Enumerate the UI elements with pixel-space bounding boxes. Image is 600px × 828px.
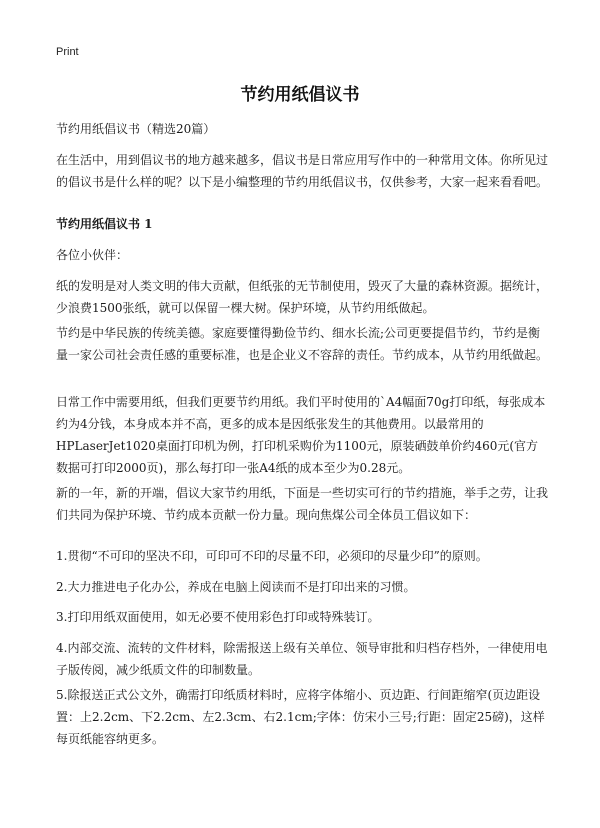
list-item: 2.大力推进电子化办公，养成在电脑上阅读而不是打印出来的习惯。 [56, 580, 416, 594]
body-paragraph: 新的一年，新的开端，倡议大家节约用纸，下面是一些切实可行的节约措施，举手之劳，让我们共同为保护环境、节约成本贡献一份力量。现向焦煤公司全体员工倡议如下： [56, 486, 549, 522]
print-label: Print [56, 46, 79, 58]
list-item: 3.打印用纸双面使用，如无必要不使用彩色打印或特殊装订。 [56, 610, 380, 624]
list-item: 1.贯彻“不可印的坚决不印，可印可不印的尽量不印，必须印的尽量少印”的原则。 [56, 549, 488, 563]
list-item: 5.除报送正式公文外，确需打印纸质材料时，应将字体缩小、页边距、行间距缩窄(页边距设置：上2.2cm、下2.2cm、左2.3cm、右2.1cm;字体：仿宋小三号;行距：固定25磅)，这样每页纸能容纳更多。 [56, 688, 545, 746]
document-title: 节约用纸倡议书 [240, 85, 360, 105]
subtitle: 节约用纸倡议书（精选20篇） [56, 122, 216, 136]
body-paragraph: 纸的发明是对人类文明的伟大贡献，但纸张的无节制使用，毁灭了大量的森林资源。据统计，少浪费1500张纸，就可以保留一棵大树。保护环境，从节约用纸做起。 [56, 279, 549, 315]
body-paragraph: 节约是中华民族的传统美德。家庭要懂得勤俭节约、细水长流;公司更要提倡节约，节约是衡量一家公司社会责任感的重要标准，也是企业义不容辞的责任。节约成本，从节约用纸做起。 [56, 326, 549, 362]
list-item: 4.内部交流、流转的文件材料，除需报送上级有关单位、领导审批和归档存档外，一律使用电子版传阅，减少纸质文件的印制数量。 [56, 641, 548, 677]
section-heading: 节约用纸倡议书 1 [56, 217, 153, 231]
intro-paragraph: 在生活中，用到倡议书的地方越来越多，倡议书是日常应用写作中的一种常用文体。你所见过的倡议书是什么样的呢？以下是小编整理的节约用纸倡议书，仅供参考，大家一起来看看吧。 [56, 153, 549, 189]
greeting: 各位小伙伴： [56, 248, 129, 262]
body-paragraph: 日常工作中需要用纸，但我们更要节约用纸。我们平时使用的`A4幅面70g打印纸，每张成本约为4分钱，本身成本并不高，更多的成本是因纸张发生的其他费用。以最常用的HPLaserJet1020桌面打印机为例，打印机采购价为1100元，原装硒鼓单价约460元(官方数据可打印2000页)，那么每打印一张A4纸的成本至少为0.28元。 [56, 395, 546, 475]
